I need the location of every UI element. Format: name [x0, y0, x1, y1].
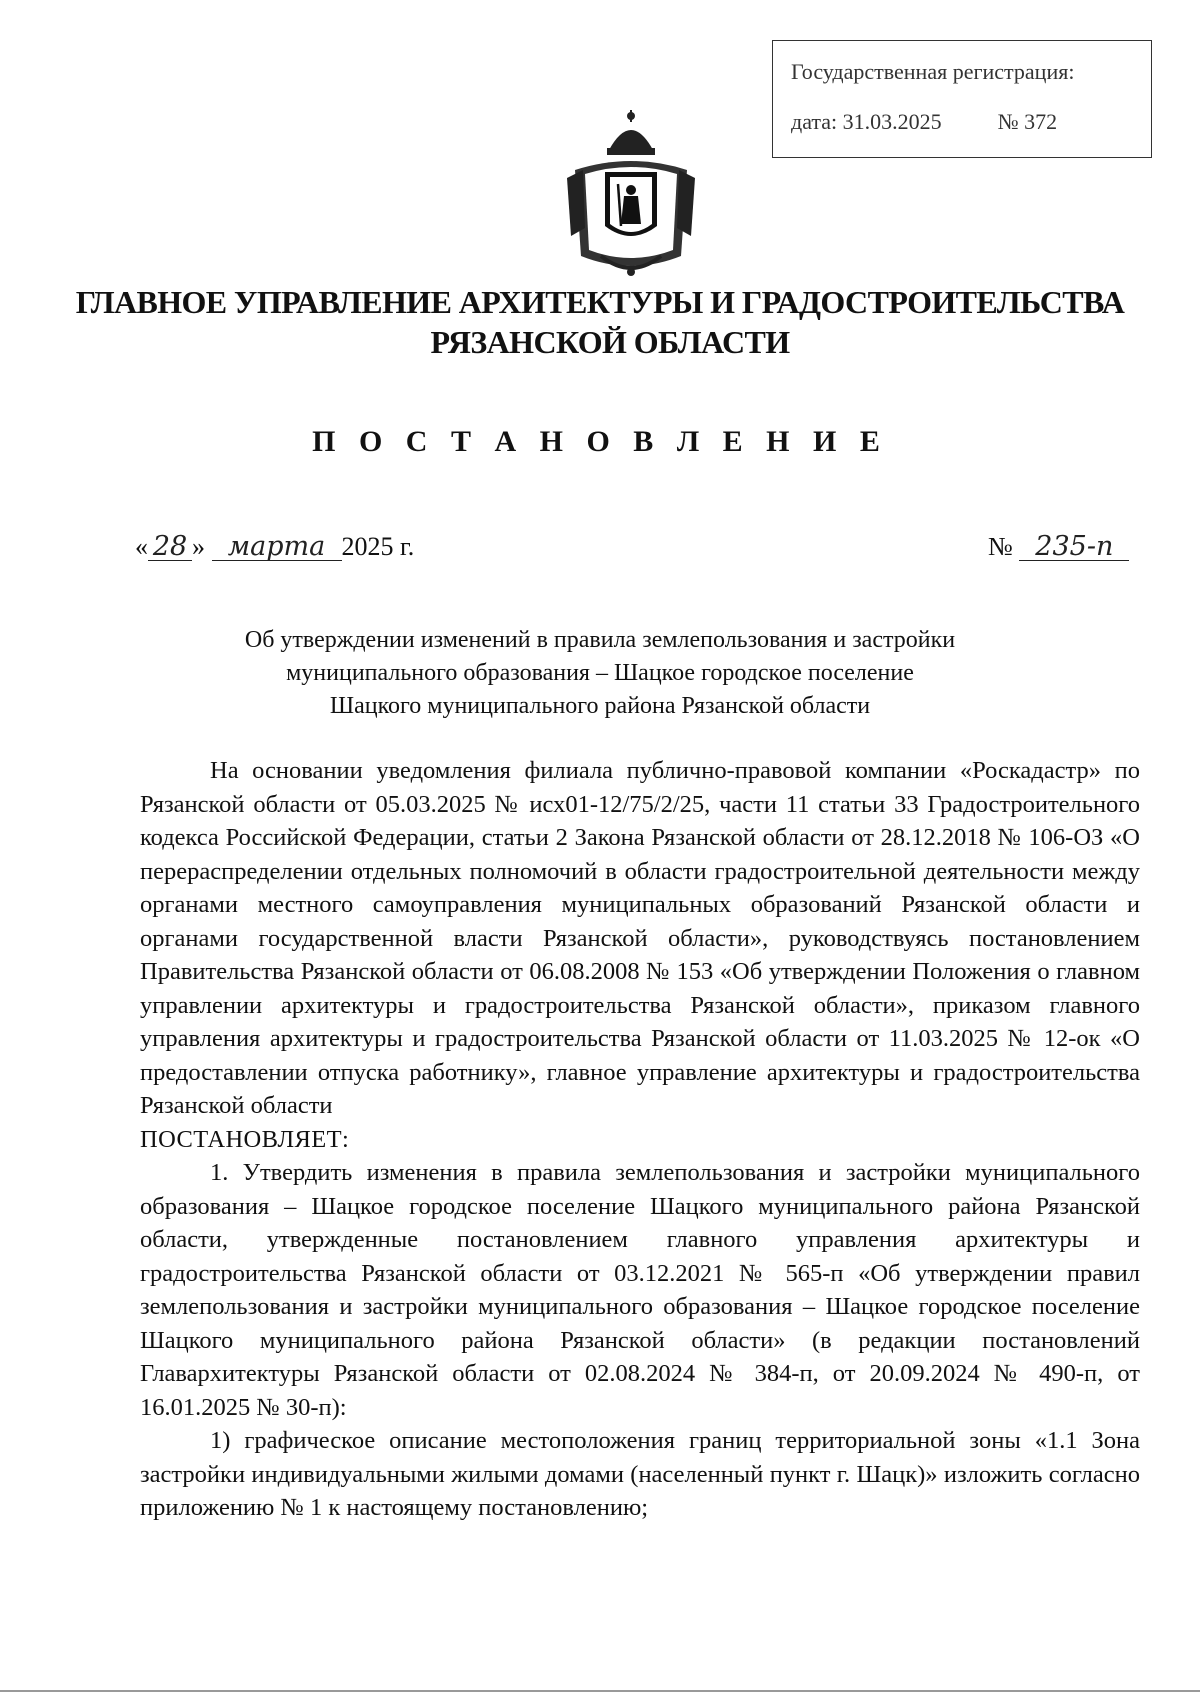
item-1-paragraph: 1. Утвердить изменения в правила землепользования и застройки муниципального образования – Шацкое городское поселение Шацкого муниципального района Рязанской области, утвержденные постановлением главного управления архитектуры и градостроительства Рязанской области от 03.12.2021 № 565-п «Об утверждении правил землепользования и застройки муниципального образования – Шацкое городское поселение Шацкого муниципального района Рязанской области» (в редакции постановлений Главархитектуры Рязанской области от 02.08.2024 № 384-п, от 20.09.2024 № 490-п, от 16.01.2025 № 30-п): — [140, 1159, 1140, 1421]
date-close-quote: » — [192, 532, 205, 561]
organization-name — [0, 282, 1200, 362]
document-subject — [0, 624, 1200, 723]
date-open-quote: « — [135, 532, 148, 561]
date-day-handwritten: 28 — [148, 534, 192, 561]
registration-details — [791, 109, 1151, 135]
document-type-title: П О С Т А Н О В Л Е Н И Е — [312, 425, 888, 458]
document-body — [140, 754, 1140, 1525]
registration-date: дата: 31.03.2025 — [791, 109, 942, 134]
organization-line-2: РЯЗАНСКОЙ ОБЛАСТИ — [430, 324, 790, 360]
decree-word: ПОСТАНОВЛЯЕТ: — [140, 1125, 350, 1153]
subject-line-1: Об утверждении изменений в правила землепользования и застройки — [244, 627, 956, 653]
item-1-1-paragraph: 1) графическое описание местоположения границ территориальной зоны «1.1 Зона застройки индивидуальными жилыми домами (населенный пункт г. Шацк)» изложить согласно приложению № 1 к настоящему постановлению; — [140, 1427, 1140, 1521]
organization-line-1: ГЛАВНОЕ УПРАВЛЕНИЕ АРХИТЕКТУРЫ И ГРАДОСТРОИТЕЛЬСТВА — [75, 284, 1125, 320]
subject-line-3: Шацкого муниципального района Рязанской области — [329, 693, 871, 719]
registration-number: № 372 — [997, 109, 1058, 134]
date-month-handwritten: марта — [212, 534, 342, 561]
document-date — [135, 532, 414, 562]
registration-stamp — [772, 40, 1152, 158]
number-handwritten: 235-п — [1019, 534, 1129, 561]
page-bottom-edge — [0, 1690, 1200, 1692]
number-prefix: № — [988, 532, 1013, 561]
document-number — [988, 532, 1129, 562]
subject-line-2: муниципального образования – Шацкое городское поселение — [286, 660, 914, 686]
ryazan-coat-of-arms-icon — [565, 108, 697, 280]
registration-title: Государственная регистрация: — [791, 59, 1075, 84]
preamble-paragraph: На основании уведомления филиала публично-правовой компании «Роскадастр» по Рязанской области от 05.03.2025 № исх01-12/75/2/25, части 11 статьи 33 Градостроительного кодекса Российской Федерации, статьи 2 Закона Рязанской области от 28.12.2018 № 106-ОЗ «О перераспределении отдельных полномочий в области градостроительной деятельности между органами местного самоуправления муниципальных образований Рязанской области и органами государственной власти Рязанской области», руководствуясь постановлением Правительства Рязанской области от 06.08.2008 № 153 «Об утверждении Положения о главном управлении архитектуры и градостроительства Рязанской области», приказом главного управления архитектуры и градостроительства Рязанской области от 11.03.2025 № 12-ок «О предоставлении отпуска работнику», главное управление архитектуры и градостроительства Рязанской области — [140, 757, 1140, 1119]
date-year: 2025 г. — [341, 532, 415, 561]
